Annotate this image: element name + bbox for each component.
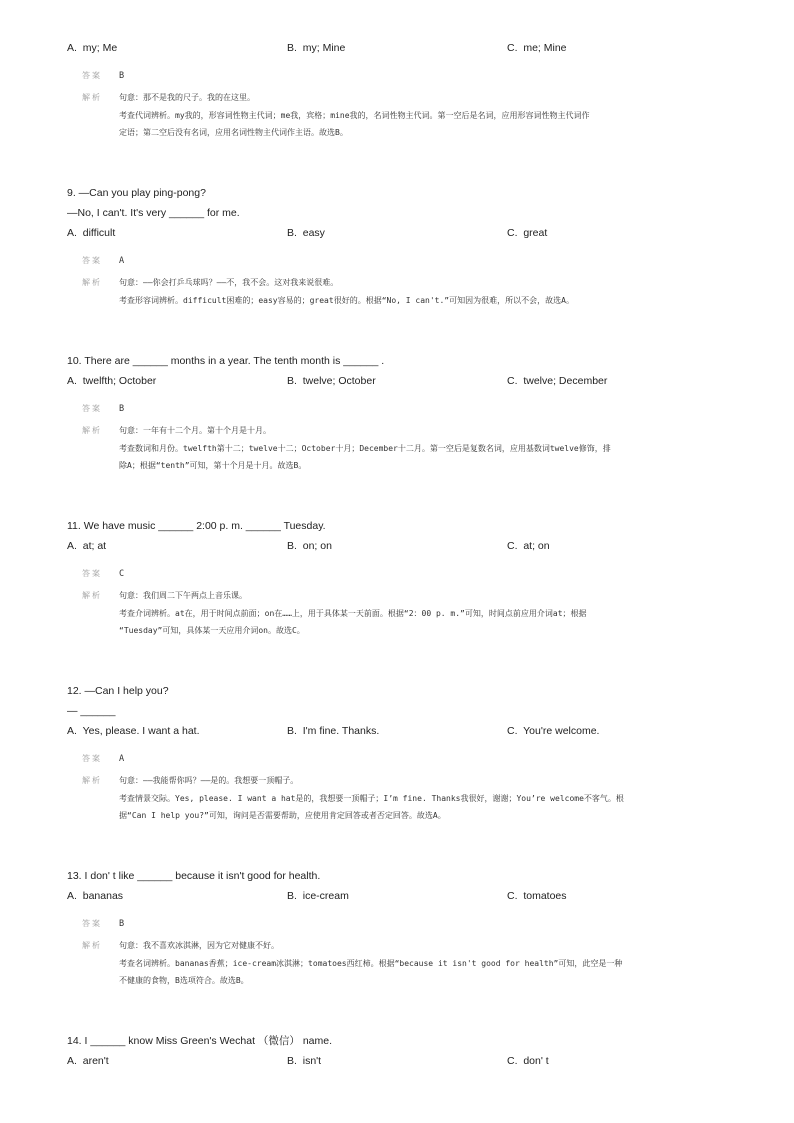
option-c[interactable]: C. don' t <box>507 1055 549 1067</box>
analysis-line: 除A；根据“tenth”可知，第十个月是十月。故选B。 <box>119 461 307 470</box>
option-c[interactable]: C. tomatoes <box>507 890 567 902</box>
analysis-line: 不健康的食物，B选项符合。故选B。 <box>119 976 249 985</box>
answer-value: B <box>119 71 125 81</box>
analysis-text <box>119 587 709 640</box>
options-row <box>67 886 727 906</box>
analysis-line: 定语；第二空后没有名词，应用名词性物主代词作主语。故选B。 <box>119 128 348 137</box>
option-c[interactable]: C. at; on <box>507 540 550 552</box>
analysis-line: 考查情景交际。Yes, please. I want a hat是的，我想要一顶帽子；I’m fine. Thanks我很好，谢谢；You’re welcome不客气。根 <box>119 793 624 803</box>
option-a[interactable]: A. Yes, please. I want a hat. <box>67 725 200 737</box>
option-b[interactable]: B. I'm fine. Thanks. <box>287 725 380 737</box>
question-stem-line: —No, I can't. It's very ______ for me. <box>67 207 240 219</box>
question-12 <box>67 681 727 825</box>
analysis-line: 句意：我们周二下午两点上音乐课。 <box>119 591 247 600</box>
question-10 <box>67 351 727 475</box>
option-a[interactable]: A. twelfth; October <box>67 375 157 387</box>
answer-row <box>67 749 727 769</box>
option-b[interactable]: B. easy <box>287 227 325 239</box>
answer-tag: 答案 <box>82 404 102 413</box>
options-row <box>67 38 727 58</box>
question-11 <box>67 516 727 640</box>
question-14 <box>67 1031 727 1071</box>
analysis-tag: 解析 <box>82 426 102 435</box>
options-row <box>67 721 727 741</box>
answer-row <box>67 914 727 934</box>
answer-row <box>67 564 727 584</box>
analysis-block <box>67 587 727 640</box>
analysis-block <box>67 89 727 142</box>
option-c[interactable]: C. me; Mine <box>507 42 567 54</box>
options-row <box>67 371 727 391</box>
option-b[interactable]: B. isn't <box>287 1055 322 1067</box>
answer-value: B <box>119 919 125 929</box>
analysis-line: 考查介词辨析。at在，用于时间点前面；on在……上，用于具体某一天前面。根据“2：00 p. m.”可知，时间点前应用介词at；根据 <box>119 608 587 618</box>
answer-value: A <box>119 754 125 764</box>
option-a[interactable]: A. my; Me <box>67 42 118 54</box>
option-b[interactable]: B. on; on <box>287 540 332 552</box>
option-b[interactable]: B. ice-cream <box>287 890 349 902</box>
option-b[interactable]: B. my; Mine <box>287 42 346 54</box>
analysis-tag: 解析 <box>82 591 102 600</box>
answer-tag: 答案 <box>82 919 102 928</box>
analysis-tag: 解析 <box>82 776 102 785</box>
answer-row <box>67 399 727 419</box>
analysis-line: 句意：——我能帮你吗？——是的。我想要一顶帽子。 <box>119 776 299 785</box>
analysis-line: 句意：我不喜欢冰淇淋，因为它对健康不好。 <box>119 941 279 950</box>
answer-value: B <box>119 404 125 414</box>
analysis-line: 句意：那不是我的尺子。我的在这里。 <box>119 93 255 102</box>
analysis-text <box>119 89 709 142</box>
analysis-tag: 解析 <box>82 93 102 102</box>
question-stem-line: 10. There are ______ months in a year. The tenth month is ______ . <box>67 355 385 367</box>
question-stem-line: 11. We have music ______ 2:00 p. m. ______ Tuesday. <box>67 520 326 532</box>
analysis-line: 考查代词辨析。my我的，形容词性物主代词；me我，宾格；mine我的，名词性物主代词。第一空后是名词，应用形容词性物主代词作 <box>119 110 590 120</box>
analysis-text <box>119 772 709 825</box>
analysis-tag: 解析 <box>82 941 102 950</box>
analysis-block <box>67 274 727 309</box>
answer-value: C <box>119 569 125 579</box>
option-a[interactable]: A. at; at <box>67 540 107 552</box>
question-stem-line: 12. —Can I help you? <box>67 685 169 697</box>
question-stem-line: — ______ <box>67 705 116 717</box>
answer-tag: 答案 <box>82 569 102 578</box>
analysis-line: 考查名词辨析。bananas香蕉；ice-cream冰淇淋；tomatoes西红柿。根据“because it isn't good for health”可知，此空是一种 <box>119 958 623 968</box>
question-8 <box>67 38 727 142</box>
analysis-block <box>67 772 727 825</box>
question-9 <box>67 183 727 309</box>
answer-row <box>67 66 727 86</box>
analysis-line: 句意：——你会打乒乓球吗？——不，我不会。这对我来说很难。 <box>119 278 339 287</box>
options-row <box>67 536 727 556</box>
question-stem-line: 14. I ______ know Miss Green's Wechat （微信） name. <box>67 1035 333 1047</box>
option-c[interactable]: C. great <box>507 227 548 239</box>
analysis-text <box>119 274 709 309</box>
question-13 <box>67 866 727 990</box>
options-row <box>67 223 727 243</box>
option-a[interactable]: A. difficult <box>67 227 116 239</box>
option-c[interactable]: C. You're welcome. <box>507 725 600 737</box>
option-a[interactable]: A. bananas <box>67 890 124 902</box>
answer-tag: 答案 <box>82 256 102 265</box>
option-a[interactable]: A. aren't <box>67 1055 109 1067</box>
analysis-line: 据“Can I help you?”可知，询问是否需要帮助，应使用肯定回答或者否定回答。故选A。 <box>119 811 446 820</box>
options-row <box>67 1051 727 1071</box>
analysis-block <box>67 937 727 990</box>
option-c[interactable]: C. twelve; December <box>507 375 608 387</box>
answer-value: A <box>119 256 125 266</box>
analysis-text <box>119 422 709 475</box>
question-stem-line: 9. —Can you play ping-pong? <box>67 187 206 199</box>
answer-row <box>67 251 727 271</box>
analysis-block <box>67 422 727 475</box>
question-stem-line: 13. I don' t like ______ because it isn't good for health. <box>67 870 321 882</box>
option-b[interactable]: B. twelve; October <box>287 375 376 387</box>
analysis-tag: 解析 <box>82 278 102 287</box>
analysis-text <box>119 937 709 990</box>
analysis-line: 考查形容词辨析。difficult困难的；easy容易的；great很好的。根据“No, I can't.”可知因为很难，所以不会，故选A。 <box>119 295 574 305</box>
analysis-line: “Tuesday”可知，具体某一天应用介词on。故选C。 <box>119 626 305 635</box>
answer-tag: 答案 <box>82 71 102 80</box>
answer-tag: 答案 <box>82 754 102 763</box>
analysis-line: 考查数词和月份。twelfth第十二；twelve十二；October十月；December十二月。第一空后是复数名词，应用基数词twelve修饰，排 <box>119 443 611 453</box>
analysis-line: 句意：一年有十二个月。第十个月是十月。 <box>119 426 271 435</box>
